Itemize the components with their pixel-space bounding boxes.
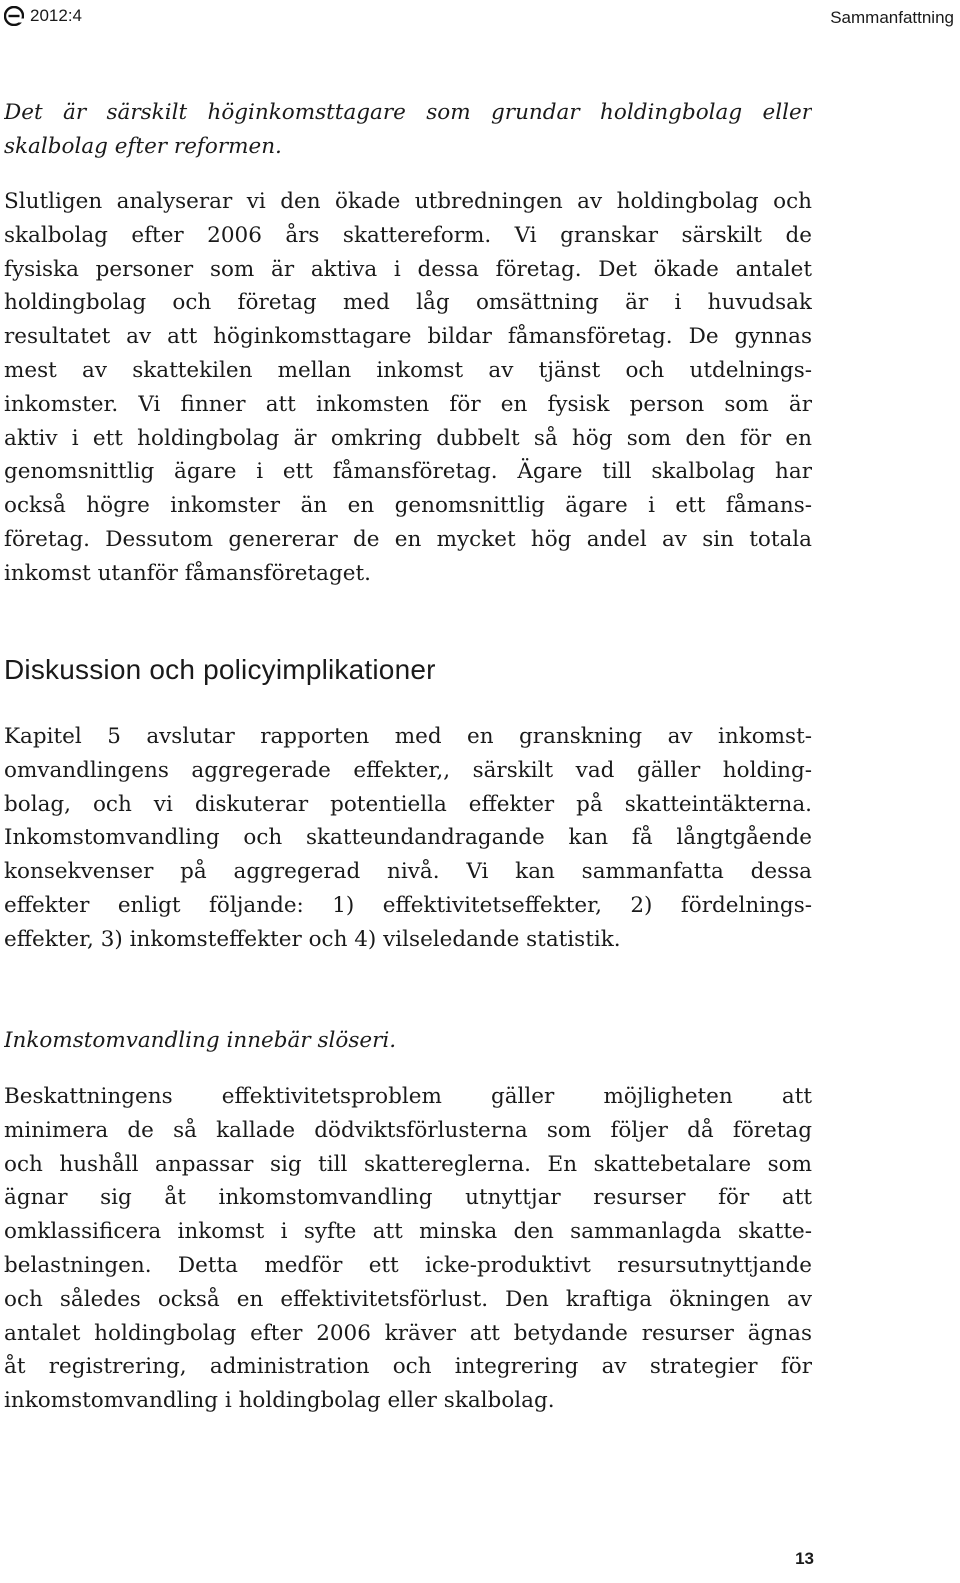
text-line: omklassificera inkomst i syfte att minska den sammanlagda skatte- <box>4 1219 812 1245</box>
text-line: åt registrering, administration och integrering av strategier för <box>4 1354 812 1380</box>
text-line: inkomst utanför fåmansföretaget. <box>4 560 371 586</box>
text-line: mest av skattekilen mellan inkomst av tjänst och utdelnings- <box>4 357 812 383</box>
subheading-italic <box>4 1024 812 1058</box>
text-line: effekter enligt följande: 1) effektivitetseffekter, 2) fördelnings- <box>4 892 812 918</box>
text-line: och således också en effektivitetsförlust. Den kraftiga ökningen av <box>4 1286 812 1312</box>
text-line: Inkomstomvandling innebär slöseri. <box>4 1028 397 1053</box>
text-line: konsekvenser på aggregerad nivå. Vi kan sammanfatta dessa <box>4 859 812 885</box>
summary-paragraph-1 <box>4 185 812 591</box>
text-line: och hushåll anpassar sig till skattereglerna. En skattebetalare som <box>4 1151 812 1177</box>
text-line: aktiv i ett holdingbolag är omkring dubbelt så hög som den för en <box>4 425 812 451</box>
text-line: inkomstomvandling i holdingbolag eller skalbolag. <box>4 1388 555 1414</box>
section-title: Sammanfattning <box>830 8 954 27</box>
text-line: genomsnittlig ägare i ett fåmansföretag. Ägare till skalbolag har <box>4 459 812 485</box>
text-line: skalbolag efter 2006 års skattereform. Vi granskar särskilt de <box>4 222 812 248</box>
text-line: minimera de så kallade dödviktsförlusterna som följer då företag <box>4 1117 812 1143</box>
intro-italic-paragraph <box>4 96 812 164</box>
text-line: antalet holdingbolag efter 2006 kräver att betydande resurser ägnas <box>4 1320 812 1346</box>
text-line: belastningen. Detta medför ett icke-produktivt resursutnyttjande <box>4 1252 812 1278</box>
publisher-logo-icon <box>4 6 24 26</box>
text-line: företag. Dessutom genererar de en mycket hög andel av sin totala <box>4 526 812 552</box>
page-number: 13 <box>795 1549 814 1568</box>
page-header <box>4 6 954 34</box>
text-line: effekter, 3) inkomsteffekter och 4) vilseledande statistik. <box>4 926 621 952</box>
summary-paragraph-3 <box>4 1080 812 1418</box>
header-left <box>4 6 82 26</box>
text-line: Inkomstomvandling och skatteundandragande kan få långtgående <box>4 825 812 851</box>
text-line: Kapitel 5 avslutar rapporten med en granskning av inkomst- <box>4 724 812 749</box>
text-line: också högre inkomster än en genomsnittlig ägare i ett fåmans- <box>4 493 812 519</box>
text-line: Beskattningens effektivitetsproblem gäller möjligheten att <box>4 1084 812 1109</box>
text-line: Det är särskilt höginkomsttagare som grundar holdingbolag eller <box>4 100 812 125</box>
text-line: bolag, och vi diskuterar potentiella effekter på skatteintäkterna. <box>4 791 812 817</box>
text-line: ägnar sig åt inkomstomvandling utnyttjar resurser för att <box>4 1185 812 1211</box>
text-line: fysiska personer som är aktiva i dessa företag. Det ökade antalet <box>4 256 812 282</box>
text-line: omvandlingens aggregerade effekter,, särskilt vad gäller holding- <box>4 757 812 783</box>
text-line: resultatet av att höginkomsttagare bildar fåmansföretag. De gynnas <box>4 324 812 350</box>
summary-paragraph-2 <box>4 720 812 957</box>
text-line: skalbolag efter reformen. <box>4 133 282 159</box>
text-line: holdingbolag och företag med låg omsättning är i huvudsak <box>4 290 812 316</box>
section-heading: Diskussion och policyimplikationer <box>4 654 436 685</box>
text-line: inkomster. Vi finner att inkomsten för en fysisk person som är <box>4 391 812 417</box>
issue-number: 2012:4 <box>30 6 82 25</box>
text-line: Slutligen analyserar vi den ökade utbredningen av holdingbolag och <box>4 189 812 214</box>
